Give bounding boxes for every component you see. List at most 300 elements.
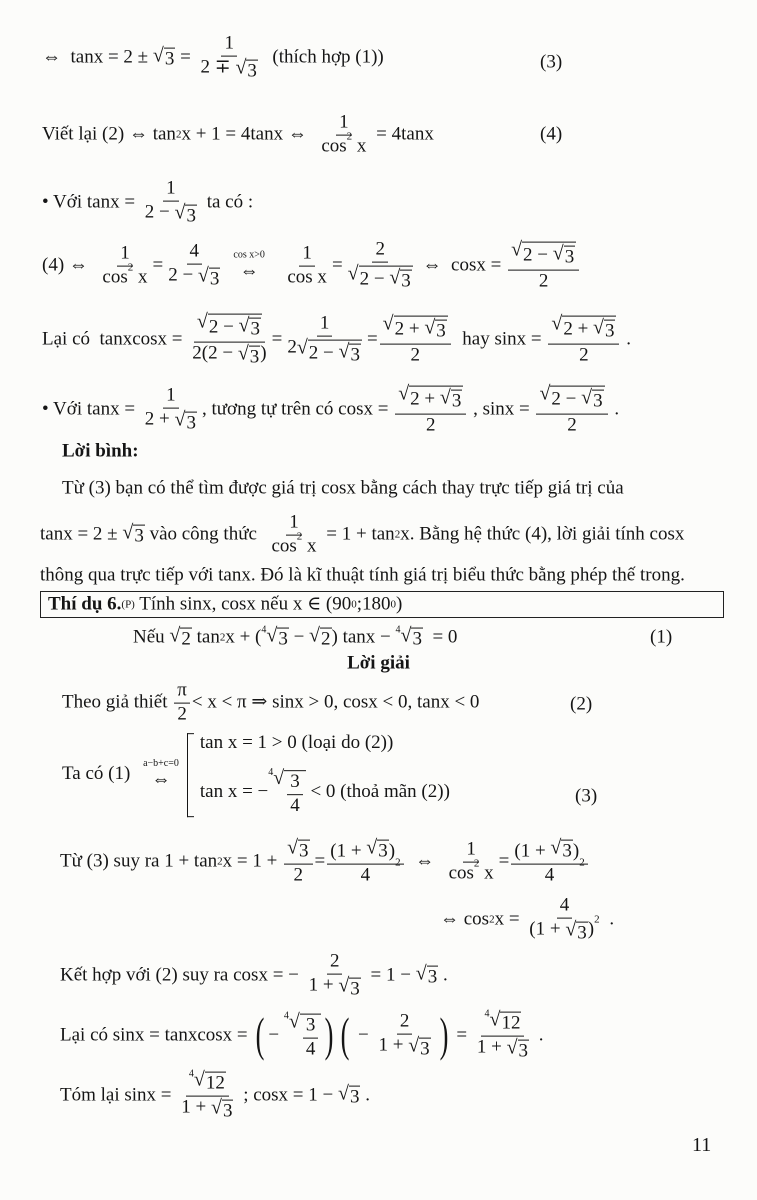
equation-number: (2) xyxy=(570,693,593,715)
fraction xyxy=(327,838,403,887)
radicand xyxy=(427,966,439,989)
text-run: cos xyxy=(271,535,297,557)
text-run: 2 + xyxy=(563,318,594,340)
text-run: − xyxy=(353,1024,374,1046)
text-run: 3 xyxy=(222,1100,233,1122)
text-run: π xyxy=(177,679,187,701)
radical xyxy=(408,1036,430,1061)
text-run: 1 xyxy=(289,511,299,533)
fraction xyxy=(174,681,190,726)
text-run: x = 1 + xyxy=(222,850,283,872)
radical xyxy=(553,244,575,269)
text-run: cos x xyxy=(287,266,327,288)
denominator xyxy=(345,263,416,293)
text-run: Lại có tanxcosx = xyxy=(42,328,188,350)
text-run xyxy=(273,256,283,277)
text-run: ta có : xyxy=(201,191,254,213)
radical-sign-icon: √ xyxy=(489,1008,501,1031)
radical xyxy=(366,838,388,863)
text-run: 3 xyxy=(564,246,575,268)
text-run: 4 xyxy=(189,240,200,262)
numerator xyxy=(194,312,265,343)
text-run: 2 xyxy=(567,414,577,436)
example-6-equation: Nếu √ 2 tan 2 x + ( 4 √ 3 − √ 2 ) tanx − 4 √ 3 = 0 xyxy=(133,624,458,650)
text-run: 2 xyxy=(181,628,191,650)
numerator xyxy=(380,314,451,345)
text-run: 2 − xyxy=(308,342,339,364)
text-run: ) xyxy=(587,918,595,940)
radical-sign-icon: √ xyxy=(296,336,308,359)
text-run: (4) ⇔ xyxy=(42,254,98,276)
radical xyxy=(338,976,360,1001)
fraction xyxy=(345,240,416,293)
text-run: 1 xyxy=(319,312,330,334)
radical-sign-icon: √ xyxy=(389,266,401,289)
fraction xyxy=(318,113,369,158)
text-run: 2 − xyxy=(359,268,390,290)
radical-sign-icon: √ xyxy=(169,624,181,647)
radicand xyxy=(394,316,448,343)
radical xyxy=(424,318,446,343)
radicand xyxy=(435,320,447,343)
radical xyxy=(383,314,448,343)
radicand xyxy=(451,390,463,413)
radical-sign-icon: √ xyxy=(382,312,394,335)
text-run: = xyxy=(366,328,378,350)
radicand xyxy=(249,346,261,369)
case-row xyxy=(200,768,450,817)
text-run: 3 xyxy=(420,1038,430,1060)
numerator xyxy=(284,838,312,865)
numerator xyxy=(163,179,179,202)
denominator: (1 + √ 3 ) 2 xyxy=(529,913,600,944)
denominator xyxy=(142,409,200,435)
radical-sign-icon: √ xyxy=(398,382,410,405)
text-run: cos xyxy=(321,135,347,157)
radical-sign-icon: √ xyxy=(581,386,593,409)
text-run: = xyxy=(152,254,164,276)
numerator xyxy=(303,1016,319,1039)
numerator: (1 + √ 3 ) 2 xyxy=(511,838,587,865)
text-run: x xyxy=(479,862,494,884)
text-run: 4 xyxy=(544,864,555,886)
denominator xyxy=(542,865,558,887)
radical-sign-icon: √ xyxy=(539,382,551,405)
text-run: 3 xyxy=(378,840,388,862)
text-run: ; cosx = 1 − xyxy=(238,1084,338,1106)
text-run: 2 xyxy=(329,950,340,972)
text-run: 2 − xyxy=(168,264,198,286)
text-run: cos xyxy=(448,862,474,884)
text-run: . xyxy=(609,398,620,420)
radical xyxy=(511,240,576,269)
bold-text: Lời giải xyxy=(347,652,410,674)
denominator xyxy=(291,865,307,887)
radicand xyxy=(576,922,588,945)
fraction xyxy=(165,242,223,291)
text-run: 3 xyxy=(593,390,603,412)
text-run: 3 xyxy=(186,205,196,227)
text-run: x + ( xyxy=(225,626,262,648)
text-run: 2 + xyxy=(394,318,425,340)
radicand xyxy=(604,320,616,343)
text-run: 2 xyxy=(293,864,304,886)
text-run: 3 xyxy=(186,412,196,434)
text-run: 1 + xyxy=(308,974,339,996)
text-run: ) tanx − xyxy=(331,626,396,648)
text-run: 2 xyxy=(287,336,297,358)
fraction xyxy=(474,1010,532,1063)
text-run: tan x = 1 > 0 (loại do (2)) xyxy=(199,732,394,754)
fraction xyxy=(268,513,319,558)
left-paren-icon: ( xyxy=(340,1009,350,1062)
radical xyxy=(440,388,462,413)
radical-sign-icon: √ xyxy=(235,56,247,79)
radicand xyxy=(411,628,423,651)
radical-sign-icon: √ xyxy=(174,201,186,224)
text-run: x xyxy=(133,266,148,288)
radical xyxy=(396,626,423,651)
radical xyxy=(175,203,197,228)
radical-sign-icon: √ xyxy=(366,836,378,859)
left-paren-icon: ( xyxy=(256,1009,265,1062)
radical-sign-icon: √ xyxy=(273,767,285,790)
text-run: 2 − xyxy=(551,388,582,410)
text-run: Tính sinx, cosx nếu x ∈ (90 xyxy=(134,593,352,615)
radicand xyxy=(500,1012,521,1035)
radical xyxy=(416,964,438,989)
radicand xyxy=(222,1100,234,1123)
radical xyxy=(348,264,413,293)
text-run: x + 1 = 4tanx ⇔ xyxy=(181,123,317,145)
text-run: 2(2 − xyxy=(192,342,238,364)
text-run: = xyxy=(175,46,196,68)
hypothesis-line xyxy=(62,681,479,726)
radical-sign-icon: √ xyxy=(152,44,164,67)
radicand xyxy=(400,270,412,293)
cosx-derivation xyxy=(42,240,581,293)
comment-paragraph-line xyxy=(40,566,685,587)
numerator: (1 + √ 3 ) 2 xyxy=(327,838,403,865)
text-run: 2 xyxy=(177,703,187,725)
radicand xyxy=(298,840,310,863)
numerator xyxy=(163,386,179,409)
fraction xyxy=(548,314,619,367)
numerator xyxy=(221,34,237,57)
radical xyxy=(238,344,260,369)
text-run: 3 xyxy=(249,346,260,368)
denominator xyxy=(576,345,592,367)
radical-sign-icon: √ xyxy=(552,242,564,265)
text-run: 1 xyxy=(302,242,312,264)
radical-sign-icon: √ xyxy=(415,962,427,985)
radical xyxy=(484,1010,521,1035)
text-run: 2 xyxy=(321,628,331,650)
radical-sign-icon: √ xyxy=(337,1082,349,1105)
radical-sign-icon: √ xyxy=(287,836,299,859)
text-run: (thích hợp (1)) xyxy=(262,46,384,68)
radical xyxy=(338,1084,360,1109)
radical-sign-icon: √ xyxy=(196,310,208,333)
fraction xyxy=(189,312,269,369)
text-run: 2 xyxy=(399,1010,410,1032)
radical xyxy=(287,838,309,863)
radical-sign-icon: √ xyxy=(408,1034,420,1057)
text-run: 3 xyxy=(164,48,175,70)
radical xyxy=(581,388,603,413)
radicand xyxy=(564,246,576,269)
text-run: . xyxy=(534,1024,544,1046)
text-run: Theo giả thiết xyxy=(62,691,173,713)
denominator xyxy=(306,975,364,1001)
fraction xyxy=(284,314,365,367)
numerator xyxy=(508,240,579,271)
text-run: 3 xyxy=(412,628,422,650)
radical-sign-icon: √ xyxy=(565,918,577,941)
text-run: = xyxy=(498,850,510,872)
radicand xyxy=(561,840,573,863)
radical-index: 4 xyxy=(395,624,401,636)
numerator xyxy=(327,952,343,975)
text-run: . xyxy=(360,1084,370,1106)
parenthesized-group xyxy=(252,1009,337,1062)
text-run: , tương tự trên có cosx = xyxy=(201,398,394,420)
case-tanx-first xyxy=(42,179,253,228)
radicand xyxy=(246,60,258,83)
radicand xyxy=(419,1038,431,1061)
radical-sign-icon: √ xyxy=(511,238,523,261)
text-run: − xyxy=(268,1024,284,1046)
text-run: tan xyxy=(191,626,220,648)
text-run: Tóm lại sinx = xyxy=(60,1084,177,1106)
cos-squared-line: ⇔ cos 2 x = 4 (1 + √ 3 ) 2 . xyxy=(440,894,615,944)
text-run: . xyxy=(621,328,631,350)
text-run: 1 xyxy=(120,242,130,264)
radical xyxy=(198,266,220,291)
text-run: 3 xyxy=(290,771,300,793)
radical-sign-icon: √ xyxy=(288,1010,300,1033)
text-run: 4 xyxy=(559,894,570,916)
numerator xyxy=(395,384,466,415)
text-run: 4 xyxy=(305,1038,316,1060)
text-run: 2 + xyxy=(410,388,440,410)
symbol-annotation: cos x>0 xyxy=(233,249,265,261)
fraction xyxy=(99,244,150,289)
text-run: tanx = 2 ± xyxy=(40,523,123,545)
text-run: = xyxy=(331,254,343,276)
fraction xyxy=(395,384,466,437)
radical xyxy=(153,46,175,71)
radical xyxy=(239,316,261,341)
text-run: = 1 − xyxy=(365,964,416,986)
text-run: 12 xyxy=(205,1072,225,1094)
fraction xyxy=(142,386,200,435)
denominator xyxy=(303,1039,319,1061)
derivation-line: Từ (3) suy ra 1 + tan 2 x = 1 + √ 3 2 = (1 + √ 3 ) 2 4 ⇔ 1 cos 2 x = (1 + √ 3 ) 2 4 xyxy=(60,838,590,887)
text-run: 3 xyxy=(305,1014,316,1036)
comment-paragraph-line: tanx = 2 ± √ 3 vào công thức 1 cos 2 x = 1 + tan 2 x. Bằng hệ thức (4), lời giải tính cosx xyxy=(40,511,685,557)
radicand xyxy=(349,1086,361,1109)
radical-sign-icon: √ xyxy=(266,624,278,647)
text-run: 4 xyxy=(360,864,371,886)
radical xyxy=(268,768,305,817)
text-run: x. Bằng hệ thức (4), lời giải tính cosx xyxy=(400,523,685,545)
fraction xyxy=(376,1012,434,1061)
text-run: = xyxy=(451,1024,472,1046)
radical xyxy=(551,314,616,343)
text-run: 3 xyxy=(134,525,144,547)
radicand xyxy=(205,1072,226,1095)
radical-sign-icon: √ xyxy=(338,340,350,363)
radical-index: 4 xyxy=(283,1010,289,1022)
example-6-title: Thí dụ 6. (P) Tính sinx, cosx nếu x ∈ (90 0 ;180 0 ) xyxy=(48,593,403,615)
fraction xyxy=(380,314,451,367)
text-run: 3 xyxy=(349,1086,360,1108)
denominator xyxy=(142,202,200,228)
numerator xyxy=(372,240,388,263)
text-run: Nếu xyxy=(133,626,170,648)
text-run: < 0 (thoả mãn (2)) xyxy=(305,780,450,802)
fraction xyxy=(511,838,587,887)
equation-tanx-solution xyxy=(42,34,384,83)
text-run: 2 − xyxy=(208,316,239,338)
text-run: 3 xyxy=(299,840,309,862)
equation-number: (3) xyxy=(575,785,598,807)
text-run: 2 xyxy=(375,238,385,260)
radical-sign-icon: √ xyxy=(550,836,562,859)
radicand xyxy=(249,318,261,341)
case-bracket-line xyxy=(62,733,450,817)
fraction xyxy=(508,240,579,293)
text-run: 2 xyxy=(410,344,420,366)
text-run: Từ (3) suy ra 1 + tan xyxy=(60,850,218,872)
radical-index: 4 xyxy=(261,624,267,636)
radical xyxy=(211,1098,233,1123)
text-run: = xyxy=(271,328,283,350)
text-run: ⇔ cos xyxy=(440,908,490,930)
text-run: 2 − xyxy=(523,244,553,266)
text-run: 2 ∓ xyxy=(200,56,236,78)
fraction xyxy=(303,1016,319,1061)
radical xyxy=(565,920,587,945)
radical xyxy=(284,1012,321,1061)
cosx-result-line xyxy=(60,952,448,1001)
denominator xyxy=(536,271,552,293)
fraction xyxy=(287,772,303,817)
sinx-result-line xyxy=(60,1010,544,1063)
denominator: cos 2 x xyxy=(102,261,148,288)
text-run: 1 + xyxy=(181,1096,211,1118)
denominator xyxy=(284,267,330,289)
case-tanx-second xyxy=(42,384,619,437)
fraction xyxy=(306,952,364,1001)
radical xyxy=(398,384,463,413)
text-run: 1 xyxy=(466,838,476,860)
fraction xyxy=(284,838,312,887)
text-run: 3 xyxy=(562,840,572,862)
radicand xyxy=(185,205,197,228)
equivalence-icon: ⇔ xyxy=(151,769,171,791)
text-run: • Với tanx = xyxy=(42,398,140,420)
radicand xyxy=(185,412,197,435)
denominator xyxy=(287,795,303,817)
rewrite-equation-2: Viết lại (2) ⇔ tan 2 x + 1 = 4tanx ⇔ 1 cos 2 x = 4tanx xyxy=(42,111,434,157)
text-run: 3 xyxy=(427,966,438,988)
text-run: x xyxy=(352,135,367,157)
text-run: 3 xyxy=(401,270,411,292)
text-run: 3 xyxy=(350,978,360,1000)
radicand xyxy=(550,386,604,413)
text-run: 1 xyxy=(166,177,176,199)
radicand xyxy=(409,386,463,413)
radicand xyxy=(284,770,306,817)
text-run: = xyxy=(314,850,326,872)
text-run: (1 + xyxy=(330,840,367,862)
radicand xyxy=(349,978,361,1001)
radical-sign-icon: √ xyxy=(174,408,186,431)
numerator xyxy=(299,244,315,267)
text-run: (1 + xyxy=(514,840,551,862)
radical xyxy=(189,1070,226,1095)
text-run: , sinx = xyxy=(468,398,535,420)
equation-number: (4) xyxy=(540,123,563,145)
denominator xyxy=(474,1037,532,1063)
radical-sign-icon: √ xyxy=(506,1036,518,1059)
radical xyxy=(235,58,257,83)
radicand xyxy=(180,628,192,651)
radicand xyxy=(209,268,221,291)
fraction xyxy=(198,34,261,83)
radical-sign-icon: √ xyxy=(593,316,604,339)
text-run: ⇔ xyxy=(405,850,444,872)
annotated-symbol xyxy=(143,759,179,792)
text-run: 3 xyxy=(350,344,360,366)
text-run: Từ (3) bạn có thể tìm được giá trị cosx bằng cách thay trực tiếp giá trị của xyxy=(62,477,624,499)
case-rows xyxy=(200,733,450,817)
fraction xyxy=(142,179,200,228)
text-run: 3 xyxy=(247,60,257,82)
radicand xyxy=(359,266,413,293)
numerator xyxy=(557,896,573,919)
fraction xyxy=(284,244,330,289)
text-run: 3 xyxy=(209,268,220,290)
radical xyxy=(593,318,615,343)
text-run: 1 + xyxy=(378,1034,409,1056)
text-run: 3 xyxy=(604,320,615,342)
radicand xyxy=(208,314,262,341)
symbol-annotation: a−b+c=0 xyxy=(143,758,179,770)
denominator xyxy=(165,265,223,291)
text-run: ) xyxy=(396,593,403,615)
text-run: 4 xyxy=(290,794,300,816)
denominator: cos 2 x xyxy=(448,857,494,884)
radical xyxy=(197,312,262,341)
fraction xyxy=(446,840,497,885)
radicand xyxy=(522,242,576,269)
radicand xyxy=(277,628,289,651)
text-run: thông qua trực tiếp với tanx. Đó là kĩ thuật tính giá trị biểu thức bằng phép thế trong. xyxy=(40,564,685,586)
radical-sign-icon: √ xyxy=(347,262,359,285)
radicand xyxy=(592,390,604,413)
radical xyxy=(261,626,288,651)
radical-sign-icon: √ xyxy=(122,521,134,544)
text-run: 12 xyxy=(501,1012,521,1034)
radical xyxy=(338,342,360,367)
radical-sign-icon: √ xyxy=(400,624,412,647)
numerator xyxy=(187,242,203,265)
radicand xyxy=(377,840,389,863)
radical-sign-icon: √ xyxy=(237,342,249,365)
